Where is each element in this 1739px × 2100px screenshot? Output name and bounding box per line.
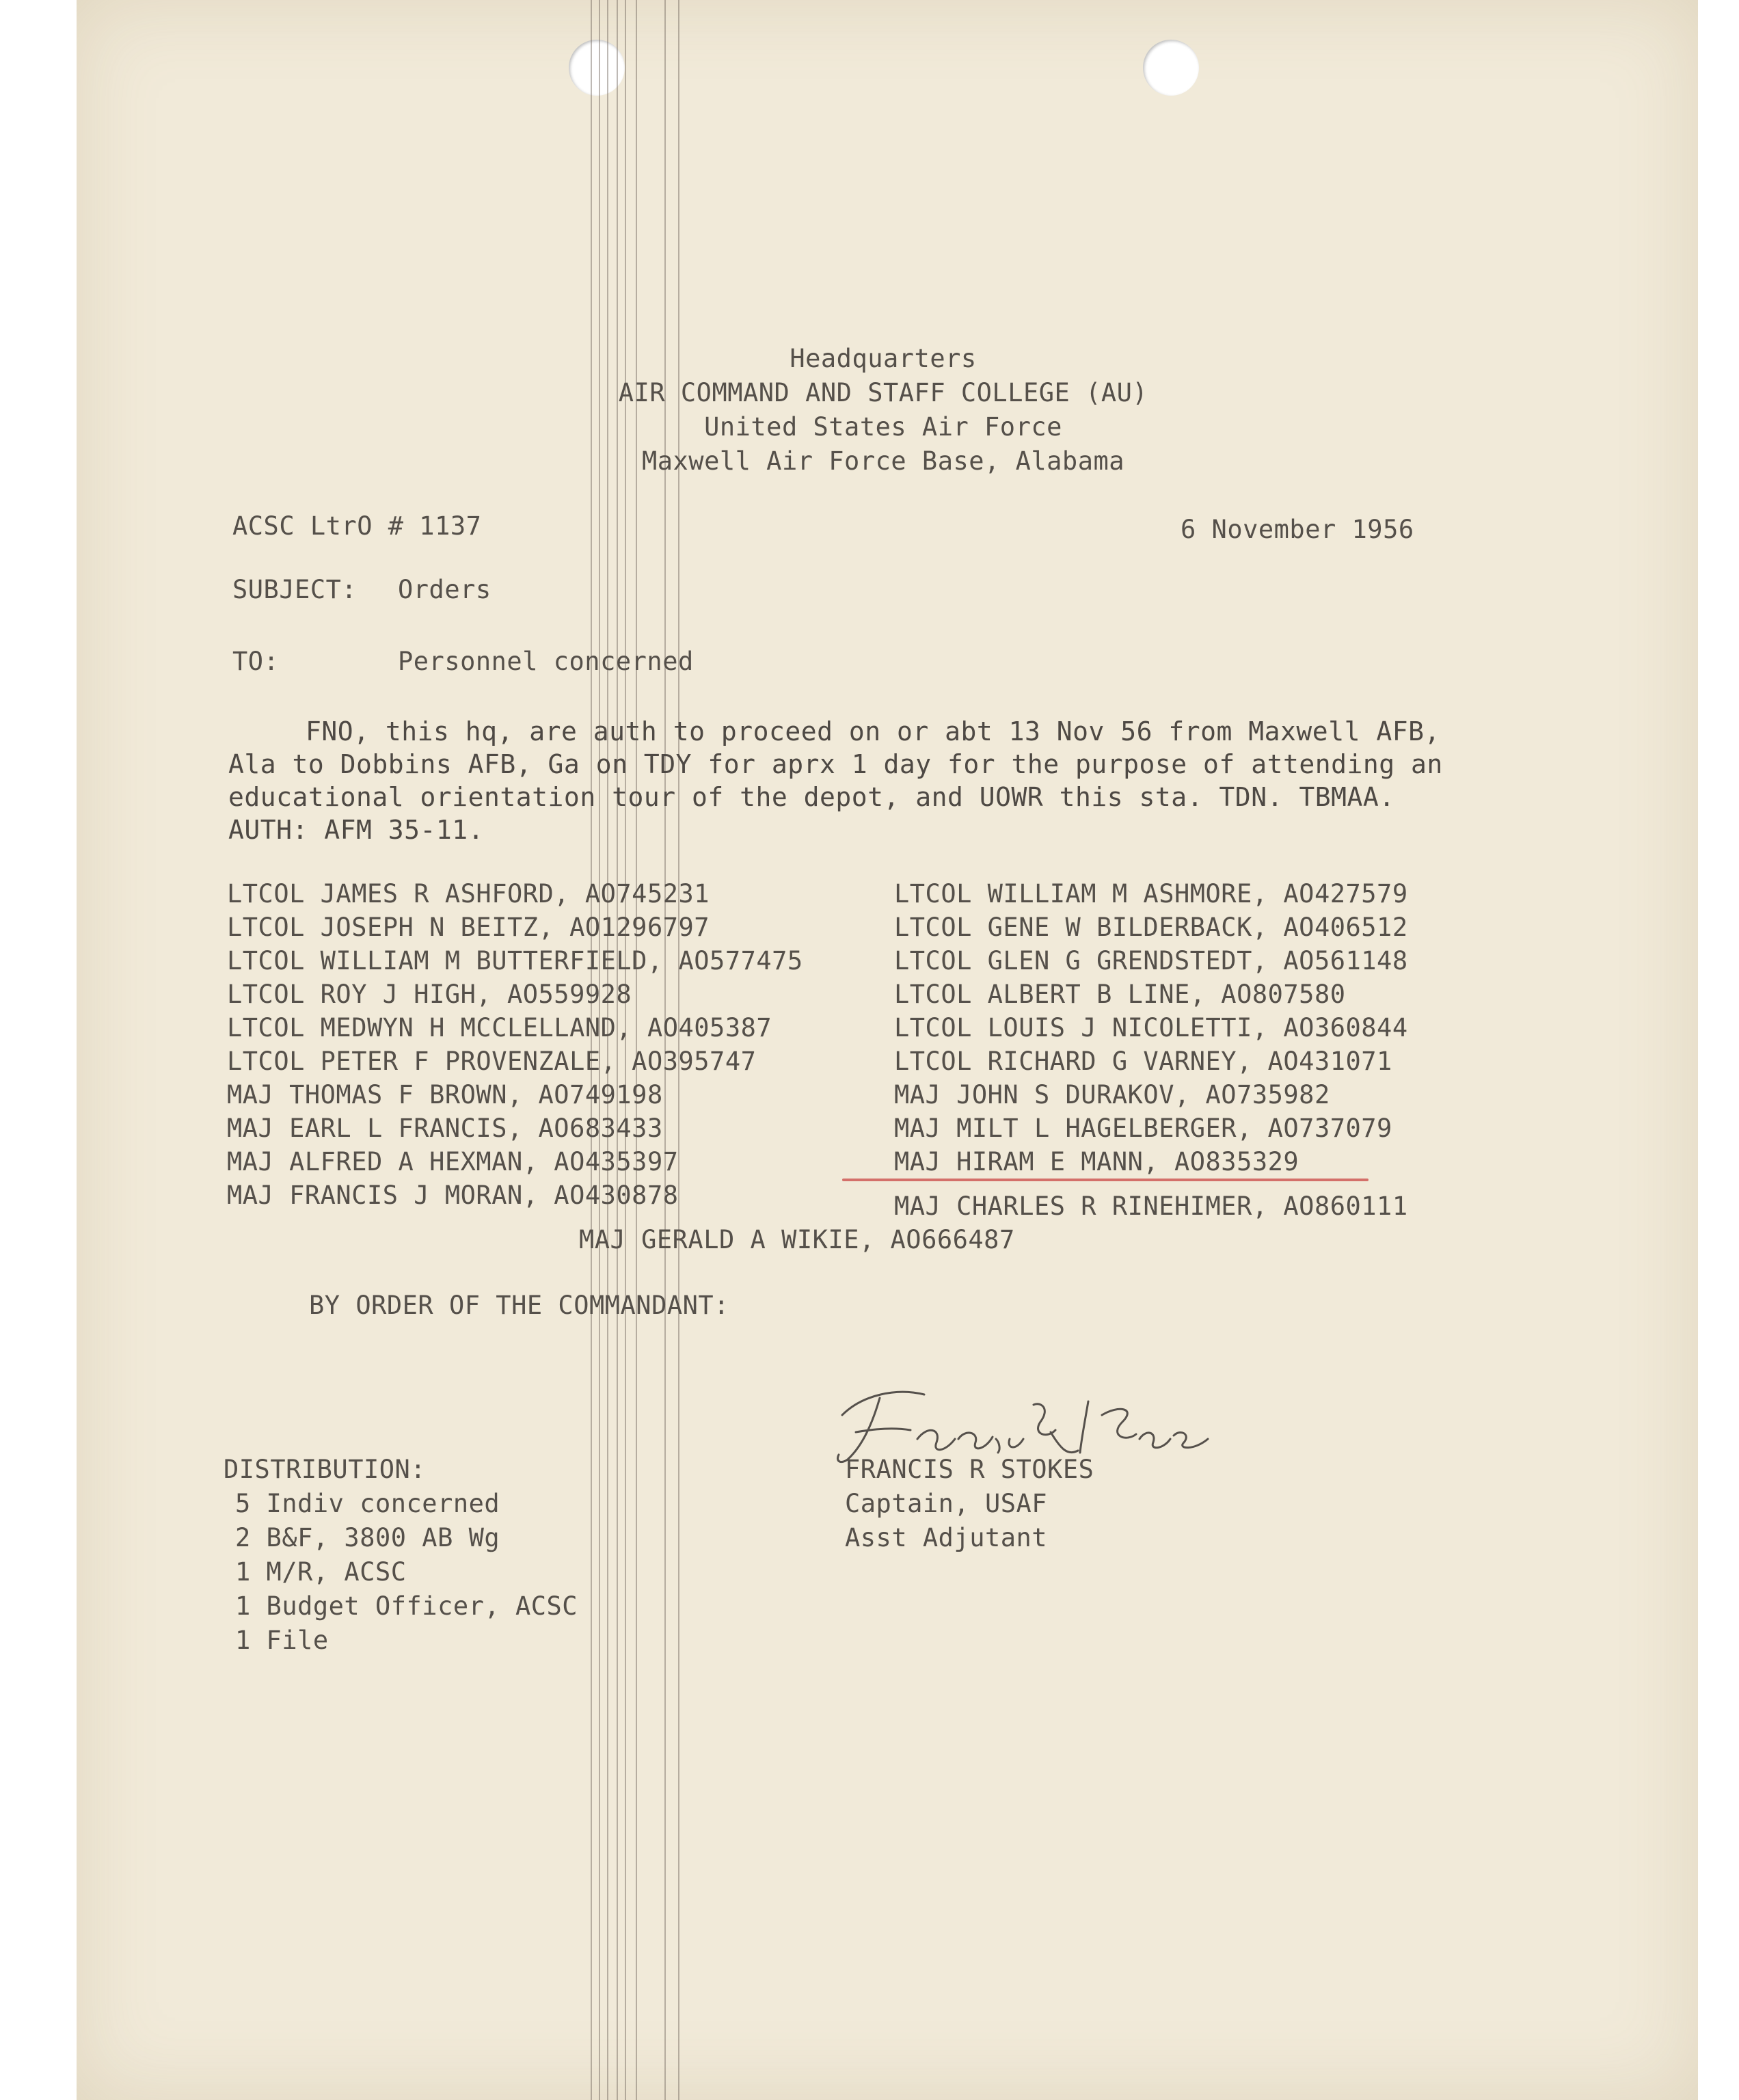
personnel-right-7: MAJ JOHN S DURAKOV, AO735982	[894, 1080, 1330, 1109]
personnel-right-5: LTCOL LOUIS J NICOLETTI, AO360844	[894, 1013, 1408, 1042]
subject-label: SUBJECT:	[232, 575, 358, 604]
letterhead-line-1: Headquarters	[790, 344, 977, 373]
personnel-left-3: LTCOL WILLIAM M BUTTERFIELD, AO577475	[227, 946, 803, 975]
signer-name: FRANCIS R STOKES	[845, 1455, 1094, 1484]
distribution-item: 1 Budget Officer, ACSC	[235, 1591, 578, 1621]
highlight-underline	[842, 1179, 1369, 1181]
distribution-item: 1 File	[235, 1626, 329, 1655]
document-page	[77, 0, 1698, 2100]
personnel-right-9: MAJ HIRAM E MANN, AO835329	[894, 1147, 1299, 1176]
personnel-right-3: LTCOL GLEN G GRENDSTEDT, AO561148	[894, 946, 1408, 975]
personnel-right-8: MAJ MILT L HAGELBERGER, AO737079	[894, 1114, 1392, 1143]
personnel-right-2: LTCOL GENE W BILDERBACK, AO406512	[894, 913, 1408, 942]
distribution-item: 5 Indiv concerned	[235, 1489, 500, 1518]
letterhead-line-2: AIR COMMAND AND STAFF COLLEGE (AU)	[618, 378, 1148, 407]
body-line-3: educational orientation tour of the depot, and UOWR this sta. TDN. TBMAA.	[228, 782, 1395, 812]
personnel-left-5: LTCOL MEDWYN H MCCLELLAND, AO405387	[227, 1013, 772, 1042]
letter-date: 6 November 1956	[1181, 515, 1414, 544]
personnel-right-1: LTCOL WILLIAM M ASHMORE, AO427579	[894, 879, 1408, 908]
by-order-line: BY ORDER OF THE COMMANDANT:	[309, 1291, 729, 1320]
distribution-item: 2 B&F, 3800 AB Wg	[235, 1523, 500, 1552]
body-line-1: FNO, this hq, are auth to proceed on or abt 13 Nov 56 from Maxwell AFB,	[306, 716, 1440, 746]
body-line-4: AUTH: AFM 35-11.	[228, 815, 485, 845]
signer-rank: Captain, USAF	[845, 1489, 1048, 1518]
personnel-left-10: MAJ FRANCIS J MORAN, AO430878	[227, 1181, 679, 1210]
letter-reference: ACSC LtrO # 1137	[232, 511, 482, 541]
body-line-2: Ala to Dobbins AFB, Ga on TDY for aprx 1 day for the purpose of attending an	[228, 749, 1443, 779]
distribution-label: DISTRIBUTION:	[224, 1455, 427, 1484]
subject-value: Orders	[398, 575, 491, 604]
personnel-left-8: MAJ EARL L FRANCIS, AO683433	[227, 1114, 663, 1143]
personnel-left-9: MAJ ALFRED A HEXMAN, AO435397	[227, 1147, 679, 1176]
personnel-right-6: LTCOL RICHARD G VARNEY, AO431071	[894, 1047, 1392, 1076]
personnel-right-10: MAJ CHARLES R RINEHIMER, AO860111	[894, 1192, 1408, 1221]
personnel-left-2: LTCOL JOSEPH N BEITZ, AO1296797	[227, 913, 710, 942]
distribution-item: 1 M/R, ACSC	[235, 1557, 407, 1587]
to-value: Personnel concerned	[398, 647, 694, 676]
letterhead-line-3: United States Air Force	[704, 412, 1062, 442]
personnel-left-6: LTCOL PETER F PROVENZALE, AO395747	[227, 1047, 757, 1076]
personnel-left-1: LTCOL JAMES R ASHFORD, AO745231	[227, 879, 710, 908]
letterhead-line-4: Maxwell Air Force Base, Alabama	[641, 446, 1125, 476]
personnel-right-4: LTCOL ALBERT B LINE, AO807580	[894, 980, 1346, 1009]
signer-title: Asst Adjutant	[845, 1523, 1048, 1552]
signature-script: Francis R Stokes	[815, 1475, 822, 1476]
personnel-left-4: LTCOL ROY J HIGH, AO559928	[227, 980, 632, 1009]
personnel-center: MAJ GERALD A WIKIE, AO666487	[579, 1225, 1015, 1254]
to-label: TO:	[232, 647, 280, 676]
personnel-left-7: MAJ THOMAS F BROWN, AO749198	[227, 1080, 663, 1109]
punch-hole-right	[1143, 40, 1199, 96]
